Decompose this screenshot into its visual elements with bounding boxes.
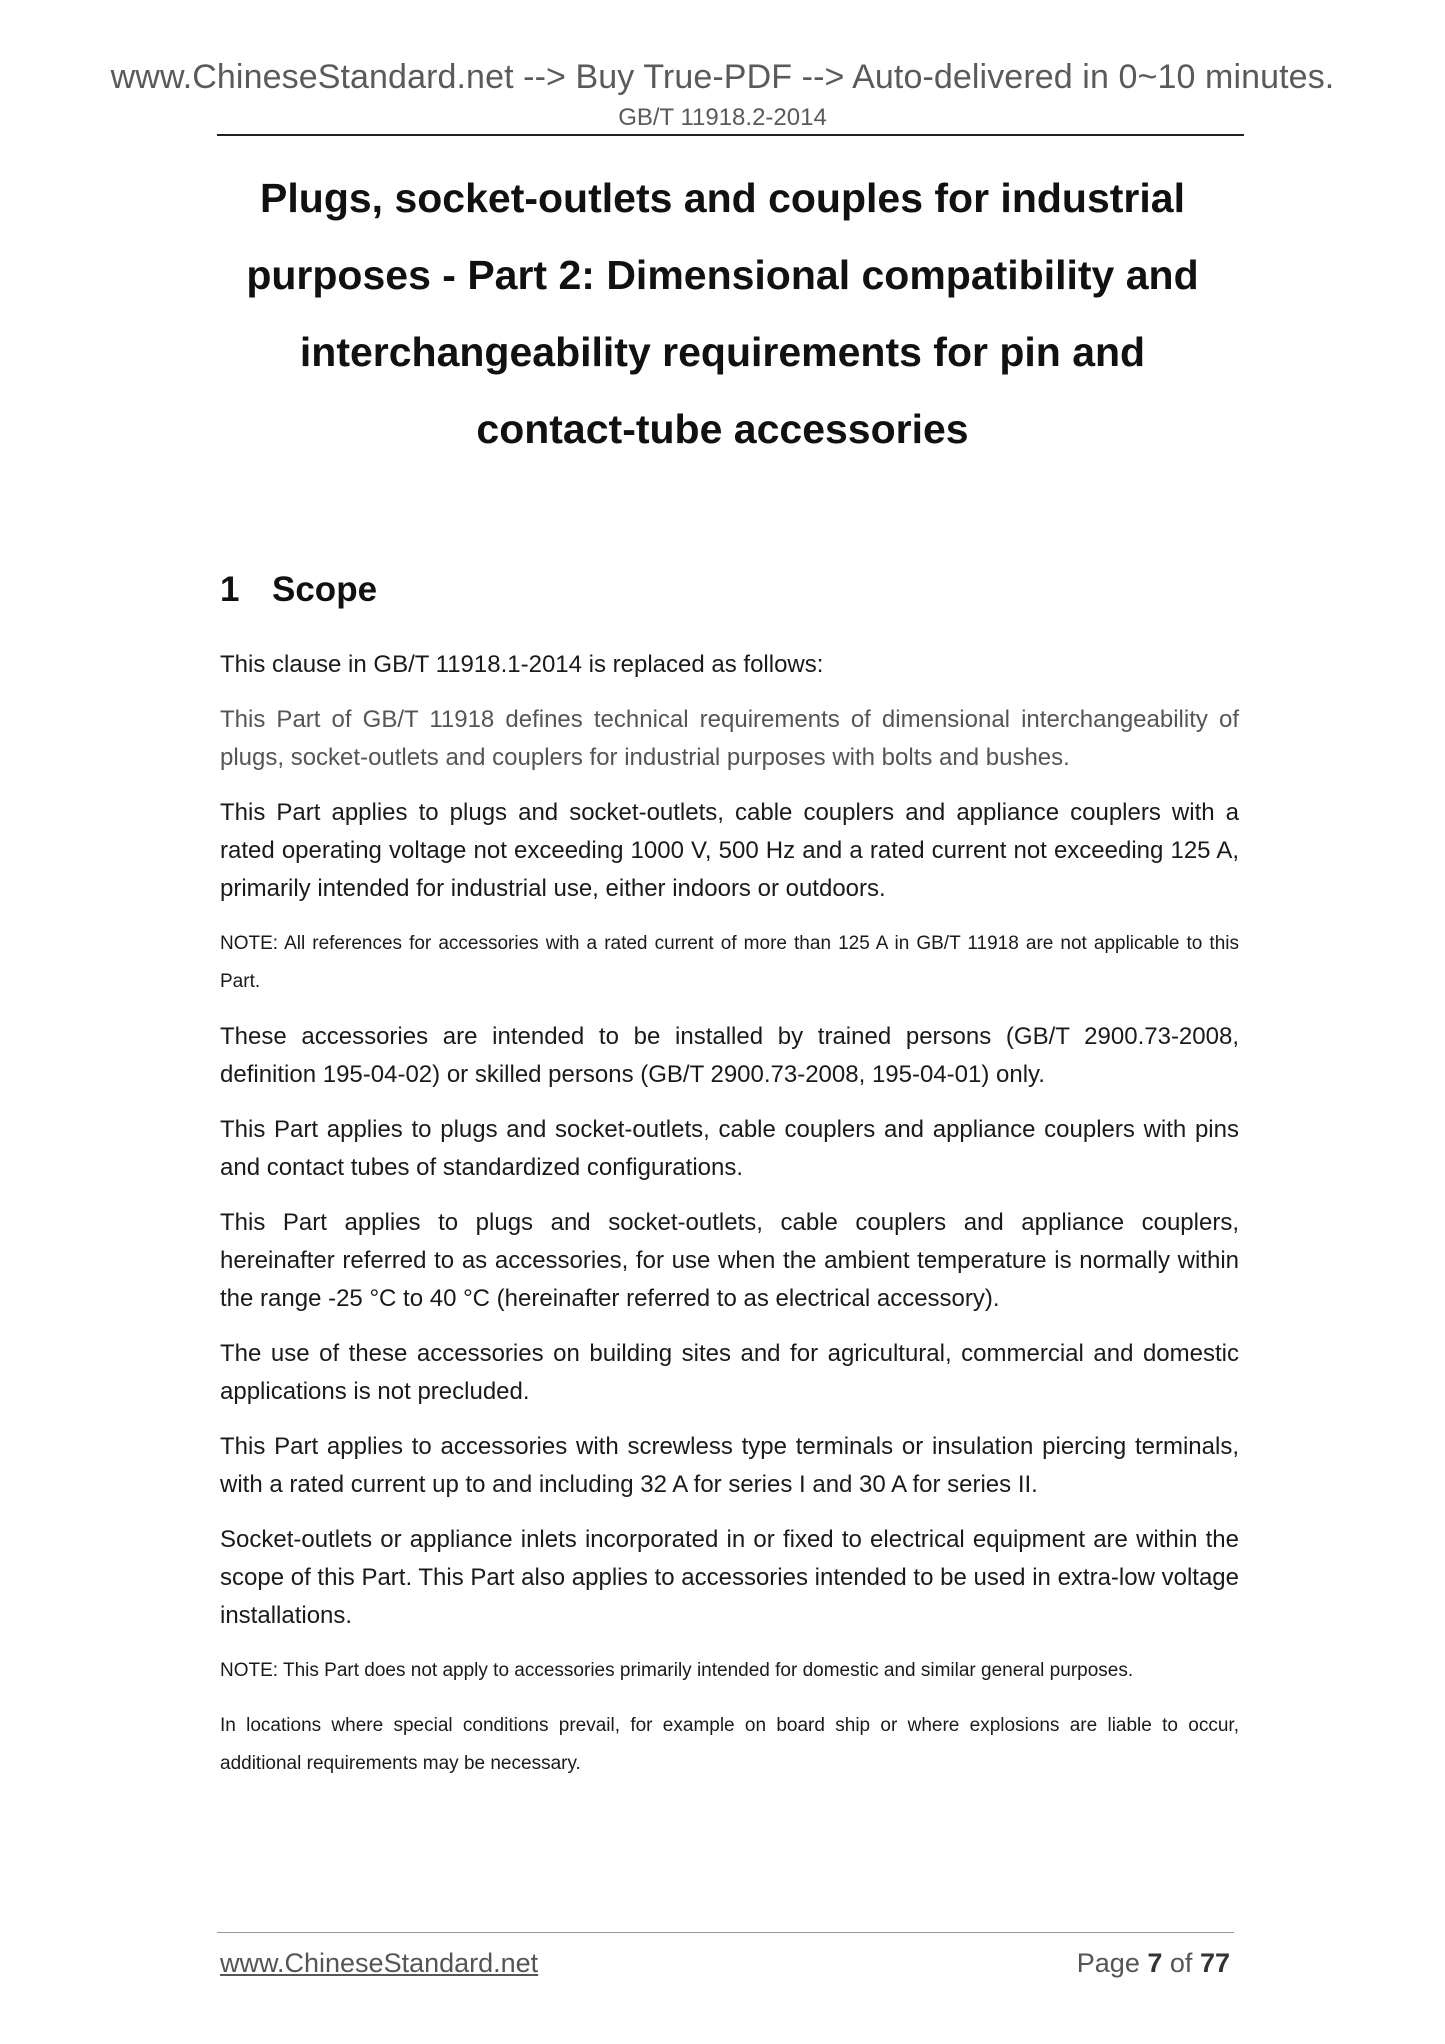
title-line: Plugs, socket-outlets and couples for industrial [260, 175, 1185, 221]
document-title [200, 160, 1245, 468]
current-page: 7 [1147, 1948, 1163, 1978]
paragraph: In locations where special conditions prevail, for example on board ship or where explosions are liable to occur, additional requirements may be necessary. [220, 1715, 1239, 1774]
paragraph: This clause in GB/T 11918.1-2014 is replaced as follows: [220, 651, 824, 678]
section-title: Scope [272, 570, 378, 609]
paragraph: These accessories are intended to be installed by trained persons (GB/T 2900.73-2008, definition 195-04-02) or skilled persons (GB/T 2900.73-2008, 195-04-01) only. [220, 1023, 1239, 1088]
paragraph: This Part applies to plugs and socket-outlets, cable couplers and appliance couplers with pins and contact tubes of standardized configurations. [220, 1116, 1239, 1181]
paragraph: This Part applies to accessories with screwless type terminals or insulation piercing terminals, with a rated current up to and including 32 A for series I and 30 A for series II. [220, 1433, 1239, 1498]
paragraph: The use of these accessories on building sites and for agricultural, commercial and domestic applications is not precluded. [220, 1340, 1239, 1405]
standard-code: GB/T 11918.2-2014 [618, 104, 827, 131]
paragraph: This Part applies to plugs and socket-outlets, cable couplers and appliance couplers, hereinafter referred to as accessories, for use when the ambient temperature is normally within the range -25 °C to 40 °C (hereinafter referred to as electrical accessory). [220, 1209, 1239, 1312]
page-number [1077, 1948, 1230, 1979]
title-line: contact-tube accessories [476, 406, 969, 452]
total-pages: 77 [1199, 1948, 1230, 1978]
page-prefix: Page [1076, 1948, 1140, 1978]
header-banner: www.ChineseStandard.net --> Buy True-PDF --> Auto-delivered in 0~10 minutes. [110, 58, 1335, 96]
page-of: of [1169, 1948, 1193, 1978]
title-line: interchangeability requirements for pin and [299, 329, 1146, 375]
note: NOTE: This Part does not apply to accessories primarily intended for domestic and similar general purposes. [220, 1660, 1134, 1681]
paragraph: Socket-outlets or appliance inlets incorporated in or fixed to electrical equipment are within the scope of this Part. This Part also applies to accessories intended to be used in extra-low voltage installations. [220, 1526, 1239, 1629]
footer-divider [217, 1932, 1234, 1933]
title-line: purposes - Part 2: Dimensional compatibility and [246, 252, 1199, 298]
section-heading [220, 570, 1239, 610]
paragraph: This Part applies to plugs and socket-outlets, cable couplers and appliance couplers with a rated operating voltage not exceeding 1000 V, 500 Hz and a rated current not exceeding 125 A, primarily intended for industrial use, either indoors or outdoors. [220, 799, 1239, 902]
note: NOTE: All references for accessories with a rated current of more than 125 A in GB/T 11918 are not applicable to this Part. [220, 933, 1239, 992]
section-number: 1 [220, 570, 240, 609]
document-body [220, 570, 1239, 1800]
footer-website-link[interactable]: www.ChineseStandard.net [220, 1948, 539, 1978]
header-divider [217, 134, 1244, 136]
paragraph: This Part of GB/T 11918 defines technical requirements of dimensional interchangeability of plugs, socket-outlets and couplers for industrial purposes with bolts and bushes. [220, 706, 1239, 771]
